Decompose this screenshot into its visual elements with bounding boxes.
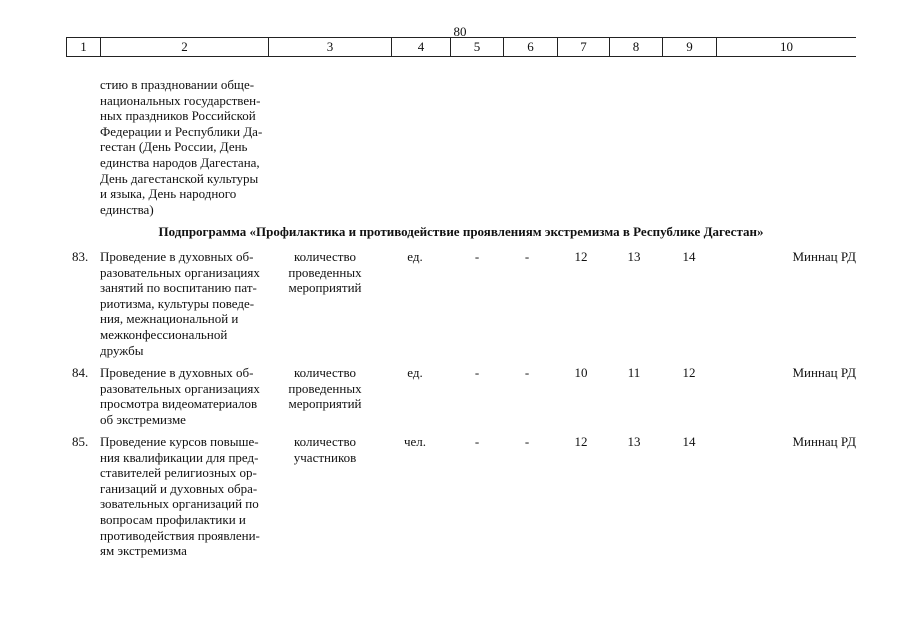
table-header-row <box>66 37 856 57</box>
row-unit: ед. <box>407 249 423 264</box>
header-cell-9: 9 <box>662 38 716 56</box>
row-col8: 13 <box>627 434 641 449</box>
row-number: 83. <box>72 249 89 264</box>
row-number: 84. <box>72 365 89 380</box>
continuation-text: стию в праздновании обще- национальных государствен- ных праздников Российской Федерации и Республики Да- гестан (День России, День единства народов Дагестана, День дагестанской культуры и языка, День народного единства) <box>100 77 263 217</box>
row-responsible: Миннац РД <box>792 365 856 380</box>
row-description: Проведение в духовных об- разовательных организациях просмотра видеоматериалов об экстремизме <box>100 365 260 427</box>
row-col6: - <box>524 434 530 449</box>
row-col9: 14 <box>682 249 696 264</box>
header-cell-1: 1 <box>66 38 100 56</box>
row-indicator: количество участников <box>293 434 357 465</box>
header-cell-6: 6 <box>503 38 557 56</box>
row-col7: 12 <box>574 434 588 449</box>
row-col6: - <box>524 365 530 380</box>
row-col7: 10 <box>574 365 588 380</box>
page-number: 80 <box>453 24 467 39</box>
row-col5: - <box>474 434 480 449</box>
header-cell-2: 2 <box>100 38 268 56</box>
header-cell-5: 5 <box>450 38 503 56</box>
row-col9: 14 <box>682 434 696 449</box>
row-col5: - <box>474 249 480 264</box>
row-description: Проведение курсов повыше- ния квалификации для пред- ставителей религиозных ор- ганизаций и духовных обра- зовательных организаций по вопросам профилактики и противодействия проявлени- ям экстремизма <box>100 434 260 559</box>
row-unit: чел. <box>403 434 427 449</box>
row-number: 85. <box>72 434 89 449</box>
row-col7: 12 <box>574 249 588 264</box>
row-col8: 11 <box>627 365 641 380</box>
row-col5: - <box>474 365 480 380</box>
header-cell-4: 4 <box>391 38 450 56</box>
row-description: Проведение в духовных об- разовательных организациях занятий по воспитанию пат- риотизма, культуры поведе- ния, межнациональной и межконфессиональной дружбы <box>100 249 260 358</box>
row-indicator: количество проведенных мероприятий <box>288 249 362 296</box>
header-cell-10: 10 <box>716 38 856 56</box>
row-unit: ед. <box>407 365 423 380</box>
row-col8: 13 <box>627 249 641 264</box>
row-responsible: Миннац РД <box>792 249 856 264</box>
row-indicator: количество проведенных мероприятий <box>288 365 362 412</box>
header-cell-7: 7 <box>557 38 609 56</box>
header-cell-3: 3 <box>268 38 391 56</box>
row-col6: - <box>524 249 530 264</box>
row-col9: 12 <box>682 365 696 380</box>
header-cell-8: 8 <box>609 38 662 56</box>
row-responsible: Миннац РД <box>792 434 856 449</box>
section-title: Подпрограмма «Профилактика и противодействие проявлениям экстремизма в Республике Дагестан» <box>158 224 764 239</box>
